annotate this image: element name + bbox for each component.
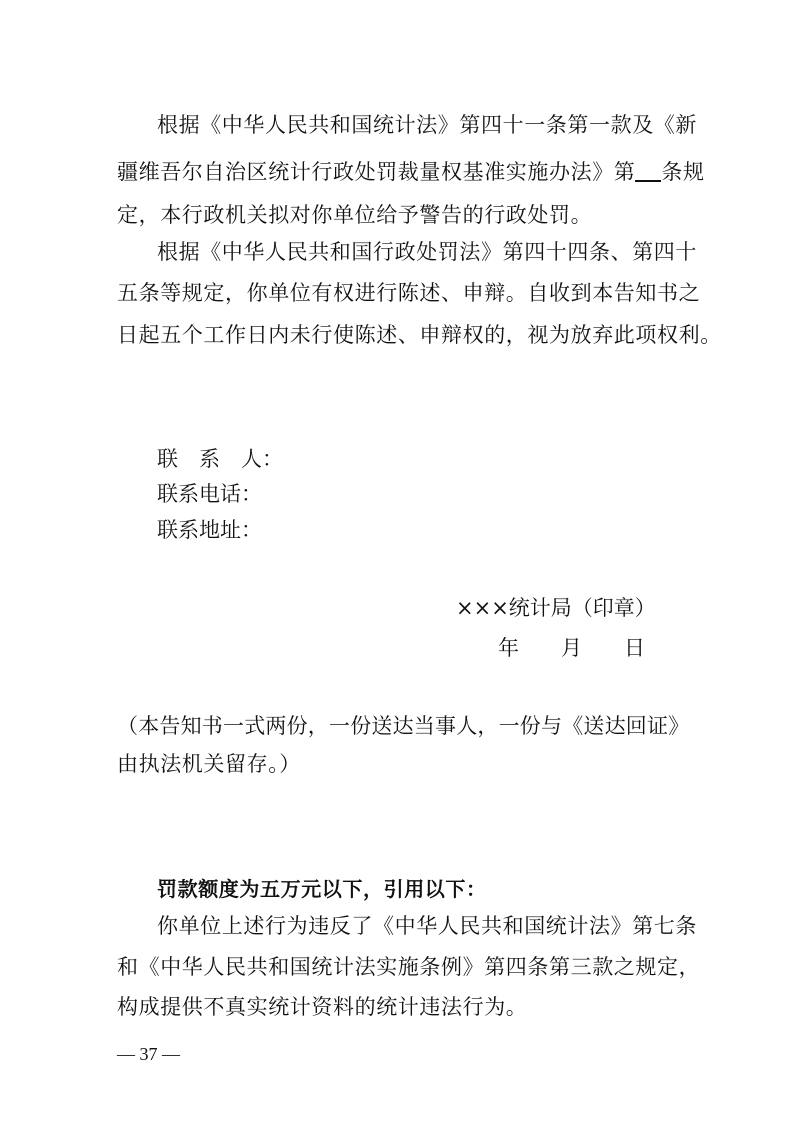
- signature-org: ×××统计局（印章）: [456, 596, 656, 620]
- paragraph-2-line-3: 日起五个工作日内未行使陈述、申辩权的，视为放弃此项权利。: [117, 323, 722, 347]
- paragraph-1-line-1: 根据《中华人民共和国统计法》第四十一条第一款及《新: [157, 113, 697, 137]
- paragraph-1-line-2-after: 条规: [661, 160, 705, 184]
- paragraph-1-line-2: [117, 153, 705, 191]
- signature-date: 年 月 日: [498, 636, 645, 660]
- article-number-blank: [635, 162, 661, 182]
- page-number: — 37 —: [117, 1044, 180, 1064]
- paragraph-2-line-2: 五条等规定，你单位有权进行陈述、申辩。自收到本告知书之: [117, 281, 701, 305]
- contact-address-label: 联系地址：: [157, 518, 262, 542]
- note-line-1: （本告知书一式两份，一份送达当事人，一份与《送达回证》: [117, 714, 690, 738]
- section-line-1: 你单位上述行为违反了《中华人民共和国统计法》第七条: [157, 914, 697, 938]
- paragraph-1-line-3: 定，本行政机关拟对你单位给予警告的行政处罚。: [117, 203, 593, 227]
- note-line-2: 由执法机关留存。）: [117, 752, 301, 776]
- section-heading: 罚款额度为五万元以下，引用以下：: [157, 877, 487, 901]
- contact-person-label: 联 系 人：: [157, 447, 283, 471]
- section-line-2: 和《中华人民共和国统计法实施条例》第四条第三款之规定，: [117, 955, 701, 979]
- paragraph-1-line-2-before: 疆维吾尔自治区统计行政处罚裁量权基准实施办法》第: [117, 160, 636, 184]
- section-line-3: 构成提供不真实统计资料的统计违法行为。: [117, 995, 528, 1019]
- paragraph-2-line-1: 根据《中华人民共和国行政处罚法》第四十四条、第四十: [157, 240, 697, 264]
- contact-phone-label: 联系电话：: [157, 482, 262, 506]
